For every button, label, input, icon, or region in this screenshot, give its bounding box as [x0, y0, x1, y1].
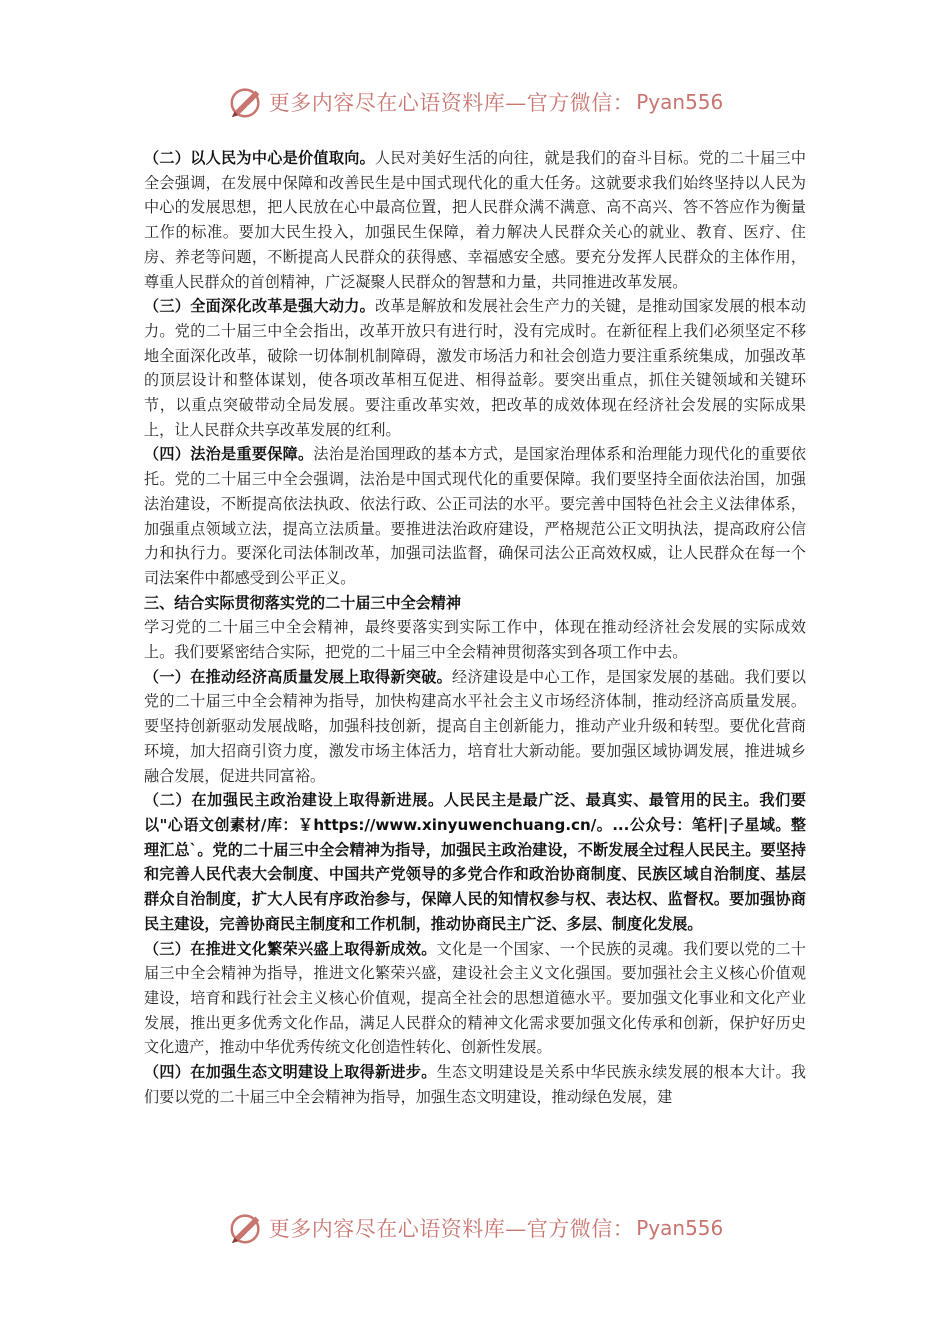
paragraph-lead: （一）在推动经济高质量发展上取得新突破。: [144, 667, 453, 686]
paragraph-lead: （二）以人民为中心是价值取向。: [144, 149, 376, 167]
banner-text: 更多内容尽在心语资料库—官方微信：: [268, 91, 635, 115]
paragraph-lead: （四）法治是重要保障。: [144, 445, 314, 464]
paragraph-body: 经济建设是中心工作，是国家发展的基础。我们要以党的二十届三中全会精神为指导，加快构建高水平社会主义市场经济体制，推动经济高质量发展。要坚持创新驱动发展战略，加强科技创新，提高自主创新能力，推动产业升级和转型。要优化营商环境，加大招商引资力度，激发市场主体活力，培育壮大新动能。要加强区域协调发展，推进城乡融合发展，促进共同富裕。: [144, 667, 806, 785]
banner-wechat-id: Pyan556: [636, 90, 724, 114]
section-intro: 学习党的二十届三中全会精神，最终要落实到实际工作中，体现在推动经济社会发展的实际成效上。我们要紧密结合实际，把党的二十届三中全会精神贯彻落实到各项工作中去。: [144, 618, 806, 662]
paragraph: [144, 294, 806, 442]
bold-paragraph: （二）在加强民主政治建设上取得新进展。人民民主是最广泛、最真实、最管用的民主。我们要以"心语文创素材/库：￥https://www.xinyuwenchuang.cn/。...公众号：笔杆|子星域。整理汇总`。党的二十届三中全会精神为指导，加强民主政治建设，不断发展全过程人民民主。要坚持和完善人民代表大会制度、中国共产党领导的多党合作和政治协商制度、民族区域自治制度、基层群众自治制度，扩大人民有序政治参与，保障人民的知情权参与权、表达权、监督权。要加强协商民主建设，完善协商民主制度和工作机制，推动协商民主广泛、多层、制度化发展。: [144, 791, 806, 933]
paragraph-lead: （四）在加强生态文明建设上取得新进步。: [144, 1063, 437, 1082]
paragraph-body: 法治是治国理政的基本方式，是国家治理体系和治理能力现代化的重要依托。党的二十届三中全会强调，法治是中国式现代化的重要保障。我们要坚持全面依法治国，加强法治建设，不断提高依法执政、依法行政、公正司法的水平。要完善中国特色社会主义法律体系，加强重点领域立法，提高立法质量。要推进法治政府建设，严格规范公正文明执法，提高政府公信力和执行力。要深化司法体制改革，加强司法监督，确保司法公正高效权威，让人民群众在每一个司法案件中都感受到公平正义。: [144, 445, 806, 587]
paragraph-body: 人民对美好生活的向往，就是我们的奋斗目标。党的二十届三中全会强调，在发展中保障和改善民生是中国式现代化的重大任务。这就要求我们始终坚持以人民为中心的发展思想，把人民放在心中最高位置，把人民群众满不满意、高不高兴、答不答应作为衡量工作的标准。要加大民生投入，加强民生保障，着力解决人民群众关心的就业、教育、医疗、住房、养老等问题，不断提高人民群众的获得感、幸福感安全感。要充分发挥人民群众的主体作用，尊重人民群众的首创精神，广泛凝聚人民群众的智慧和力量，共同推进改革发展。: [144, 149, 806, 291]
paragraph-lead: （三）全面深化改革是强大动力。: [144, 297, 376, 316]
paragraph-lead: （三）在推进文化繁荣兴盛上取得新成效。: [144, 939, 437, 958]
banner-wechat-id: Pyan556: [636, 1216, 724, 1240]
footer-banner: [0, 1208, 950, 1248]
banner-text: 更多内容尽在心语资料库—官方微信：: [268, 1217, 635, 1241]
paragraph-body: 文化是一个国家、一个民族的灵魂。我们要以党的二十届三中全会精神为指导，推进文化繁荣兴盛，建设社会主义文化强国。要加强社会主义核心价值观建设，培育和践行社会主义核心价值观，提高全社会的思想道德水平。要加强文化事业和文化产业发展，推出更多优秀文化作品，满足人民群众的精神文化需求要加强文化传承和创新，保护好历史文化遗产，推动中华优秀传统文化创造性转化、创新性发展。: [144, 939, 806, 1057]
section-heading: 三、结合实际贯彻落实党的二十届三中全会精神: [144, 593, 461, 612]
paragraph-body: 改革是解放和发展社会生产力的关键，是推动国家发展的根本动力。党的二十届三中全会指出，改革开放只有进行时，没有完成时。在新征程上我们必须坚定不移地全面深化改革，破除一切体制机制障碍，激发市场活力和社会创造力要注重系统集成，加强改革的顶层设计和整体谋划，使各项改革相互促进、相得益彰。要突出重点，抓住关键领域和关键环节，以重点突破带动全局发展。要注重改革实效，把改革的成效体现在经济社会发展的实际成果上，让人民群众共享改革发展的红利。: [144, 297, 806, 439]
paragraph: [144, 442, 806, 590]
paragraph-body: 生态文明建设是关系中华民族永续发展的根本大计。我们要以党的二十届三中全会精神为指导，加强生态文明建设，推动绿色发展，建: [144, 1063, 806, 1106]
document-body: [144, 146, 806, 1109]
paragraph: [144, 1060, 806, 1109]
paragraph: [144, 146, 806, 294]
pen-logo-icon: [227, 1209, 265, 1247]
header-banner: [0, 82, 950, 122]
paragraph: [144, 665, 806, 789]
paragraph: [144, 937, 806, 1061]
pen-logo-icon: [227, 83, 265, 121]
